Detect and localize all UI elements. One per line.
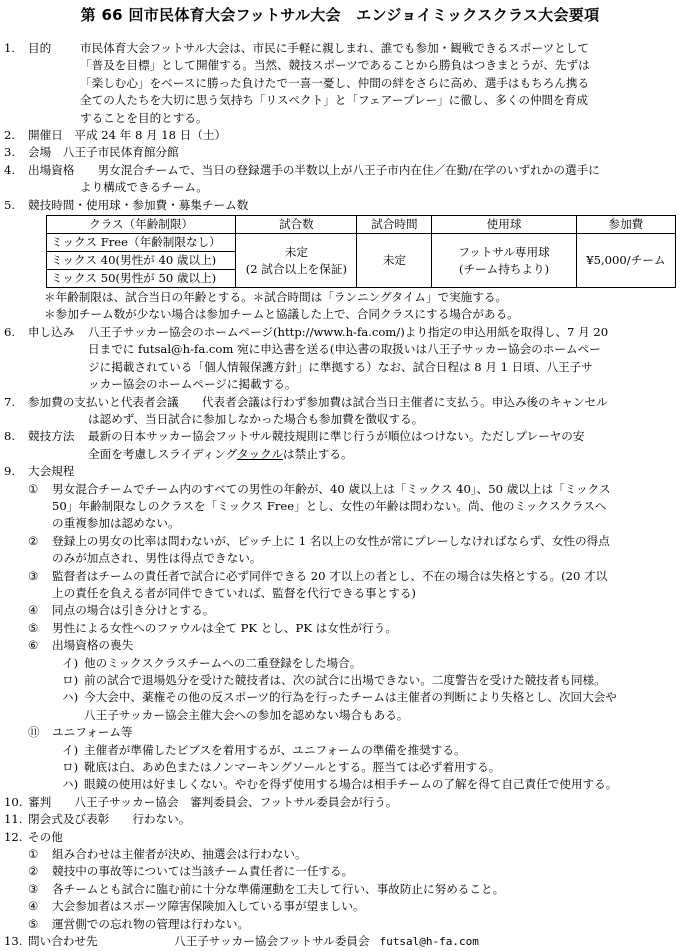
games-note: (2 試合以上を保証) (245, 261, 347, 276)
item-mark: ⑪ (28, 725, 40, 740)
sub-item (62, 672, 676, 689)
item-text: 運営側での忘れ物の管理は行わない。 (52, 916, 250, 931)
application-line: 日までに futsal@h-fa.com 宛に申込書を送る(申込書の取扱いは八王子サッカー協会のホームペー (88, 342, 601, 357)
section-number: 8. (4, 429, 16, 444)
item-label: ユニフォーム等 (52, 725, 133, 740)
item-mark: ① (28, 847, 39, 862)
sub-text: 他のミックスクラスチームへの二重登録をした場合。 (84, 655, 362, 670)
ceremony-text: 閉会式及び表彰 行わない。 (28, 812, 191, 827)
section-number: 2. (4, 128, 16, 143)
section-purpose (4, 40, 676, 57)
sub-mark: ロ) (62, 760, 79, 775)
list-item (4, 568, 676, 585)
purpose-line: 「普及を目標」として開催する。当然、競技スポーツであることから勝負はつきまとうが、先ずは (80, 58, 590, 73)
rules-text: は禁止する。 (283, 446, 353, 461)
list-item (4, 846, 676, 863)
item-text: 同点の場合は引き分けとする。 (52, 603, 215, 618)
item-mark: ② (28, 533, 39, 548)
item-mark: ② (28, 864, 39, 879)
section-label: 申し込み (28, 324, 75, 339)
table-header: 使用球 (432, 216, 576, 234)
section-number: 4. (4, 162, 16, 177)
referee-text: 審判 八王子サッカー協会 審判委員会、フットサル委員会が行う。 (28, 794, 398, 809)
section-label: 大会規程 (28, 464, 75, 479)
sub-mark: ハ) (62, 777, 79, 792)
section-number: 13. (4, 934, 23, 949)
list-item (4, 533, 676, 550)
sub-text: 前の試合で退場処分を受けた競技者は、次の試合に出場できない。二度警告を受けた競技者も同様。 (84, 673, 606, 687)
eligibility-text: 出場資格 男女混合チームで、当日の登録選手の半数以上が八王子市内在住／在勤/在学のいずれかの選手に (28, 162, 600, 177)
section-date (4, 127, 676, 144)
table-header: クラス（年齢制限） (47, 216, 236, 234)
application-line: 八王子サッカー協会のホームページ(http://www.h-fa.com/)より指定の申込用紙を取得し、7 月 20 (88, 324, 609, 339)
table-row (47, 234, 676, 252)
class-cell: ミックス 40(男性が 40 歳以上) (47, 252, 236, 270)
section-contact (4, 933, 676, 950)
item-text: 上の責任を負える者が同伴できていれば、監督を代行できる事とする) (52, 585, 416, 600)
section-label: その他 (28, 829, 63, 844)
purpose-line: することを目的とする。 (80, 110, 208, 125)
application-line: ジに掲載されている「個人情報保護方針」に準拠する）なお、試合日程は 8 月 1 日頃、八王子サ (88, 359, 593, 374)
section-number: 12. (4, 829, 23, 844)
sub-text: 八王子サッカー協会主催大会への参加を認めない場合もある。 (84, 707, 409, 722)
section-referee (4, 794, 676, 811)
sub-item (62, 776, 676, 793)
table-note: ＊参加チーム数が少ない場合は参加チームと協議した上で、合同クラスにする場合がある。 (44, 307, 519, 322)
document-body (4, 40, 676, 951)
purpose-line: 市民体育大会フットサル大会は、市民に手軽に親しまれ、誰でも参加・観戦できるスポーツとして (80, 41, 589, 55)
rules-text: 全面を考慮しスライディング (88, 446, 237, 461)
section-regulations (4, 463, 676, 480)
sub-item (62, 655, 676, 672)
section-eligibility (4, 162, 676, 179)
item-text: 競技中の事故等については当該チーム責任者に一任する。 (52, 864, 354, 879)
table-header: 参加費 (576, 216, 675, 234)
table-header: 試合数 (236, 216, 357, 234)
list-item (4, 898, 676, 915)
section-number: 9. (4, 464, 16, 479)
sub-item (62, 759, 676, 776)
item-text: 男女混合チームでチーム内のすべての男性の年齢が、40 歳以上は「ミックス 40」、50 歳以上は「ミックス (52, 481, 611, 496)
item-mark: ⑤ (28, 916, 39, 931)
section-label: 競技時間・使用球・参加費・募集チーム数 (28, 197, 249, 212)
section-number: 6. (4, 324, 16, 339)
games-cell (236, 234, 357, 288)
eligibility-text: より構成できるチーム。 (80, 180, 208, 195)
contact-email-link[interactable]: futsal@h-fa.com (379, 935, 479, 949)
item-mark: ① (28, 481, 39, 496)
item-label: 出場資格の喪失 (52, 638, 134, 653)
class-cell: ミックス 50(男性が 50 歳以上) (47, 270, 236, 288)
rules-line (88, 446, 676, 463)
section-payment (4, 394, 676, 411)
item-mark: ⑥ (28, 638, 39, 653)
list-item (4, 863, 676, 880)
section-number: 10. (4, 794, 23, 809)
event-date: 開催日 平成 24 年 8 月 18 日（土） (28, 128, 227, 143)
application-line: ッカー協会のホームページに掲載する。 (88, 377, 297, 392)
list-item (4, 881, 676, 898)
section-other (4, 829, 676, 846)
sub-text: 今大会中、薬権その他の反スポーツ的行為を行ったチームは主催者の判断により失格とし、次回大会や (84, 690, 617, 705)
item-mark: ④ (28, 899, 39, 914)
section-number: 11. (4, 812, 23, 827)
item-text: 監督者はチームの責任者で試合に必ず同伴できる 20 才以上の者とし、不在の場合は失格とする。(20 才以 (52, 568, 608, 583)
sub-item (62, 742, 676, 759)
item-text: 登録上の男女の比率は問わないが、ピッチ上に 1 名以上の女性が常にプレーしなければならず、女性の得点 (52, 533, 610, 548)
table-header-row (47, 216, 676, 234)
section-label: 問い合わせ先 (28, 934, 98, 949)
item-text: 組み合わせは主催者が決め、抽選会は行わない。 (52, 847, 307, 862)
sub-mark: ハ) (62, 690, 79, 705)
section-ceremony (4, 811, 676, 828)
sub-text: 靴底は白、あめ色またはノンマーキングソールとする。脛当ては必ず着用する。 (84, 760, 501, 775)
table-header: 試合時間 (357, 216, 432, 234)
sub-mark: ロ) (62, 673, 79, 687)
section-competition (4, 197, 676, 214)
section-number: 3. (4, 145, 16, 160)
ball-value: フットサル専用球 (458, 244, 550, 259)
item-mark: ④ (28, 603, 39, 618)
item-mark: ⑤ (28, 620, 39, 635)
table-note: ＊年齢制限は、試合当日の年齢とする。＊試合時間は「ランニングタイム」で実施する。 (44, 290, 508, 305)
section-rules (4, 428, 676, 445)
section-application (4, 324, 676, 341)
section-number: 5. (4, 197, 16, 212)
item-mark: ③ (28, 881, 39, 896)
payment-line: 参加費の支払いと代表者会議 代表者会議は行わず参加費は試合当日主催者に支払う。申込み後のキャンセル (28, 394, 608, 409)
games-value: 未定 (284, 244, 308, 259)
list-item (4, 916, 676, 933)
section-number: 1. (4, 41, 16, 55)
fee-cell: ¥5,000/チーム (576, 234, 675, 288)
list-item (4, 637, 676, 654)
sub-text: 主催者が準備したビブスを着用するが、ユニフォームの準備を推奨する。 (84, 742, 466, 757)
ball-cell (432, 234, 576, 288)
sub-mark: イ) (62, 742, 79, 757)
list-item (4, 724, 676, 741)
list-item (4, 602, 676, 619)
class-fee-table (46, 215, 676, 288)
class-cell: ミックス Free（年齢制限なし） (47, 234, 236, 252)
item-text: 男性による女性へのファウルは全て PK とし、PK は女性が行う。 (52, 620, 397, 635)
sub-text: 眼鏡の使用は好ましくない。やむを得ず使用する場合は相手チームの了解を得て自己責任で使用する。 (84, 777, 618, 792)
sub-item (62, 689, 676, 706)
document-title: 第 66 回市民体育大会フットサル大会 エンジョイミックスクラス大会要項 (80, 6, 600, 24)
item-text: 50」年齢制限なしのクラスを「ミックス Free」とし、女性の年齢は問わない。尚、他のミックスクラスへ (52, 498, 607, 513)
payment-line: は認めず、当日試合に参加しなかった場合も参加費を徴収する。 (88, 411, 424, 426)
underlined-text: タックル (236, 446, 284, 461)
purpose-line: 全ての人たちを大切に思う気持ち「リスペクト」と「フェアープレー」に徹し、多くの仲間を育成 (80, 93, 588, 108)
event-venue: 会場 八王子市民体育館分館 (28, 145, 179, 160)
section-venue (4, 144, 676, 161)
item-mark: ③ (28, 568, 39, 583)
section-label: 競技方法 (28, 429, 75, 444)
sub-mark: イ) (62, 655, 79, 670)
item-text: のみが加点され、男性は得点できない。 (52, 551, 262, 566)
list-item (4, 620, 676, 637)
ball-note: (チーム持ちより) (458, 261, 550, 276)
list-item (4, 481, 676, 498)
section-number: 7. (4, 394, 16, 409)
item-text: 大会参加者はスポーツ障害保険加入している事が望ましい。 (52, 899, 365, 914)
section-label: 目的 (28, 41, 52, 55)
time-cell: 未定 (357, 234, 432, 288)
item-text: の重複参加は認めない。 (52, 516, 180, 531)
contact-org: 八王子サッカー協会フットサル委員会 (174, 934, 370, 949)
rules-line: 最新の日本サッカー協会フットサル競技規則に準じ行うが順位はつけない。ただしプレーヤの安 (88, 429, 585, 444)
purpose-line: 「楽しむ心」をベースに勝った負けたで一喜一憂し、仲間の絆をさらに高め、選手はもちろん携る (80, 75, 590, 90)
item-text: 各チームとも試合に臨む前に十分な準備運動を工夫して行い、事故防止に努めること。 (52, 881, 505, 896)
